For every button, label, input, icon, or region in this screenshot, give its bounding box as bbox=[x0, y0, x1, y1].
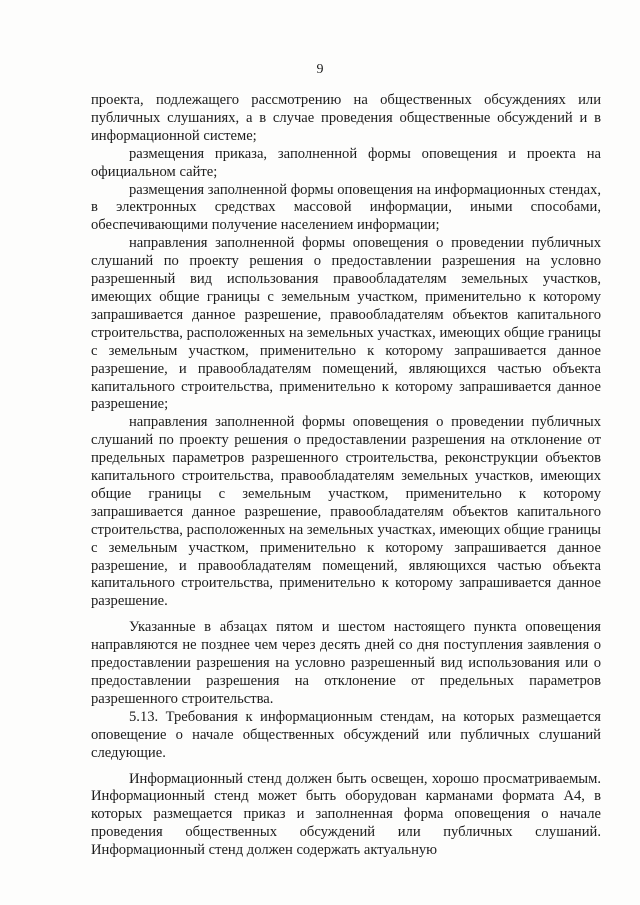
page-number: 9 bbox=[316, 62, 324, 77]
paragraph: направления заполненной формы оповещения о проведении публичных слушаний по проекту решения о предоставлении разрешения на отклонение от предельных параметров разрешенного строительства, реконструкции объектов капитального строительства, правообладателям земельных участков, имеющих общие границы с земельным участком, применительно к которому запрашивается данное разрешение, правообладателям объектов капитального строительства, расположенных на земельных участках, имеющих общие границы с земельным участком, применительно к которому запрашивается данное разрешение, и правообладателям помещений, являющихся частью объекта капитального строительства, применительно к которому запрашивается данное разрешение. bbox=[91, 414, 601, 610]
paragraph: 5.13. Требования к информационным стендам, на которых размещается оповещение о начале общественных обсуждений или публичных слушаний следующие. bbox=[91, 708, 601, 761]
paragraph: направления заполненной формы оповещения о проведении публичных слушаний по проекту решения о предоставлении разрешения на условно разрешенный вид использования правообладателям земельных участков, имеющих общие границы с земельным участком, применительно к которому запрашивается данное разрешение, правообладателям объектов капитального строительства, расположенных на земельных участках, имеющих общие границы с земельным участком, применительно к которому запрашивается данное разрешение, и правообладателям помещений, являющихся частью объекта капитального строительства, применительно к которому запрашивается данное разрешение; bbox=[91, 235, 601, 413]
paragraph: проекта, подлежащего рассмотрению на общественных обсуждениях или публичных слушаниях, а в случае проведения общественные обсуждений и в информационной системе; bbox=[91, 92, 601, 144]
paragraph: размещения заполненной формы оповещения на информационных стендах, в электронных средствах массовой информации, иными способами, обеспечивающими получение населением информации; bbox=[91, 181, 601, 234]
paragraph: Информационный стенд должен быть освещен, хорошо просматриваемым. Информационный стенд может быть оборудован карманами формата А4, в которых размещается приказ и заполненная форма оповещения о начале проведения общественных обсуждений или публичных слушаний. Информационный стенд должен содержать актуальную bbox=[91, 770, 601, 859]
document-body bbox=[91, 92, 601, 860]
paragraph: Указанные в абзацах пятом и шестом настоящего пункта оповещения направляются не позднее чем через десять дней со дня поступления заявления о предоставлении разрешения на условно разрешенный вид использования или о предоставлении разрешения на отклонение от предельных параметров разрешенного строительства. bbox=[91, 619, 601, 707]
paragraph: размещения приказа, заполненной формы оповещения и проекта на официальном сайте; bbox=[91, 145, 601, 180]
